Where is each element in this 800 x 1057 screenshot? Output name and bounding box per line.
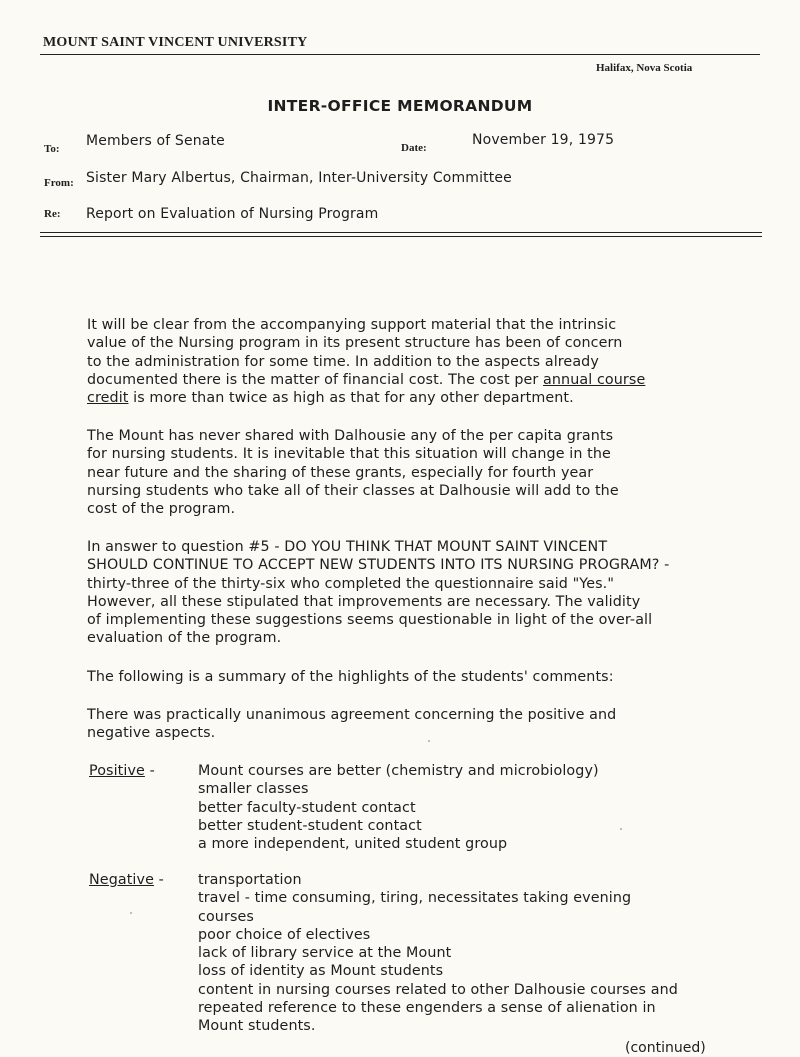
header-double-rule bbox=[40, 232, 762, 237]
negative-heading bbox=[89, 871, 164, 889]
paragraph-cost bbox=[87, 316, 747, 407]
text-line: It will be clear from the accompanying support material that the intrinsic bbox=[87, 317, 617, 333]
negative-dash: - bbox=[153, 872, 164, 888]
to-value: Members of Senate bbox=[86, 133, 225, 149]
list-item: content in nursing courses related to other Dalhousie courses and bbox=[198, 981, 678, 998]
university-name: MOUNT SAINT VINCENT UNIVERSITY bbox=[43, 35, 308, 50]
positive-label: Positive bbox=[89, 763, 145, 779]
list-item: Mount courses are better (chemistry and microbiology) bbox=[198, 763, 599, 779]
text-segment: is more than twice as high as that for any other department. bbox=[128, 390, 574, 407]
list-item: a more independent, united student group bbox=[198, 836, 508, 853]
location: Halifax, Nova Scotia bbox=[596, 62, 693, 74]
header-rule bbox=[40, 54, 760, 55]
positive-list bbox=[198, 762, 599, 853]
positive-heading bbox=[89, 762, 155, 780]
underlined-text: annual course bbox=[543, 371, 646, 388]
text-line: near future and the sharing of these grants, especially for fourth year bbox=[87, 464, 594, 481]
from-value: Sister Mary Albertus, Chairman, Inter-University Committee bbox=[86, 170, 512, 186]
date-label: Date: bbox=[401, 142, 427, 154]
list-item: transportation bbox=[198, 872, 302, 888]
continued-note: (continued) bbox=[625, 1040, 706, 1056]
re-label: Re: bbox=[44, 208, 61, 220]
list-item: loss of identity as Mount students bbox=[198, 963, 444, 980]
list-item: poor choice of electives bbox=[198, 926, 371, 943]
list-item: better faculty-student contact bbox=[198, 799, 416, 816]
re-value: Report on Evaluation of Nursing Program bbox=[86, 206, 379, 222]
scan-speck bbox=[428, 740, 430, 742]
list-item: better student-student contact bbox=[198, 817, 422, 834]
list-item: travel - time consuming, tiring, necessitates taking evening bbox=[198, 890, 632, 907]
paragraph-grants bbox=[87, 427, 747, 518]
text-line: The Mount has never shared with Dalhousie any of the per capita grants bbox=[87, 428, 614, 444]
date-value: November 19, 1975 bbox=[472, 132, 615, 148]
to-label: To: bbox=[44, 143, 60, 155]
text-line: value of the Nursing program in its present structure has been of concern bbox=[87, 335, 623, 352]
memo-title: INTER-OFFICE MEMORANDUM bbox=[267, 97, 533, 115]
text-line: SHOULD CONTINUE TO ACCEPT NEW STUDENTS INTO ITS NURSING PROGRAM? - bbox=[87, 557, 670, 574]
scan-speck bbox=[620, 828, 622, 830]
positive-dash: - bbox=[144, 763, 155, 779]
text-line: of implementing these suggestions seems questionable in light of the over-all bbox=[87, 612, 653, 629]
underlined-text: credit bbox=[87, 390, 129, 407]
paragraph-summary-intro bbox=[87, 668, 747, 686]
list-item: courses bbox=[198, 908, 254, 925]
text-line: nursing students who take all of their classes at Dalhousie will add to the bbox=[87, 482, 619, 499]
text-line: thirty-three of the thirty-six who completed the questionnaire said "Yes." bbox=[87, 575, 615, 592]
negative-label: Negative bbox=[89, 872, 154, 888]
paragraph-question-5 bbox=[87, 538, 747, 648]
text-segment: documented there is the matter of financial cost. The cost per bbox=[87, 371, 539, 388]
list-item: Mount students. bbox=[198, 1018, 316, 1035]
scan-speck bbox=[130, 912, 132, 914]
text-line: However, all these stipulated that improvements are necessary. The validity bbox=[87, 593, 641, 610]
text-line: There was practically unanimous agreement concerning the positive and bbox=[87, 707, 617, 723]
text-line: evaluation of the program. bbox=[87, 630, 282, 647]
text-line: for nursing students. It is inevitable that this situation will change in the bbox=[87, 446, 611, 463]
from-label: From: bbox=[44, 177, 74, 189]
text-line: negative aspects. bbox=[87, 725, 216, 742]
negative-list bbox=[198, 871, 678, 1036]
list-item: lack of library service at the Mount bbox=[198, 945, 452, 962]
list-item: repeated reference to these engenders a sense of alienation in bbox=[198, 1000, 656, 1017]
text-line bbox=[87, 389, 747, 407]
paragraph-agreement bbox=[87, 706, 747, 743]
list-item: smaller classes bbox=[198, 781, 309, 798]
text-line: The following is a summary of the highlights of the students' comments: bbox=[87, 669, 614, 685]
text-line bbox=[87, 371, 747, 389]
text-line: In answer to question #5 - DO YOU THINK THAT MOUNT SAINT VINCENT bbox=[87, 539, 608, 555]
text-line: to the administration for some time. In addition to the aspects already bbox=[87, 353, 599, 370]
text-line: cost of the program. bbox=[87, 501, 236, 518]
